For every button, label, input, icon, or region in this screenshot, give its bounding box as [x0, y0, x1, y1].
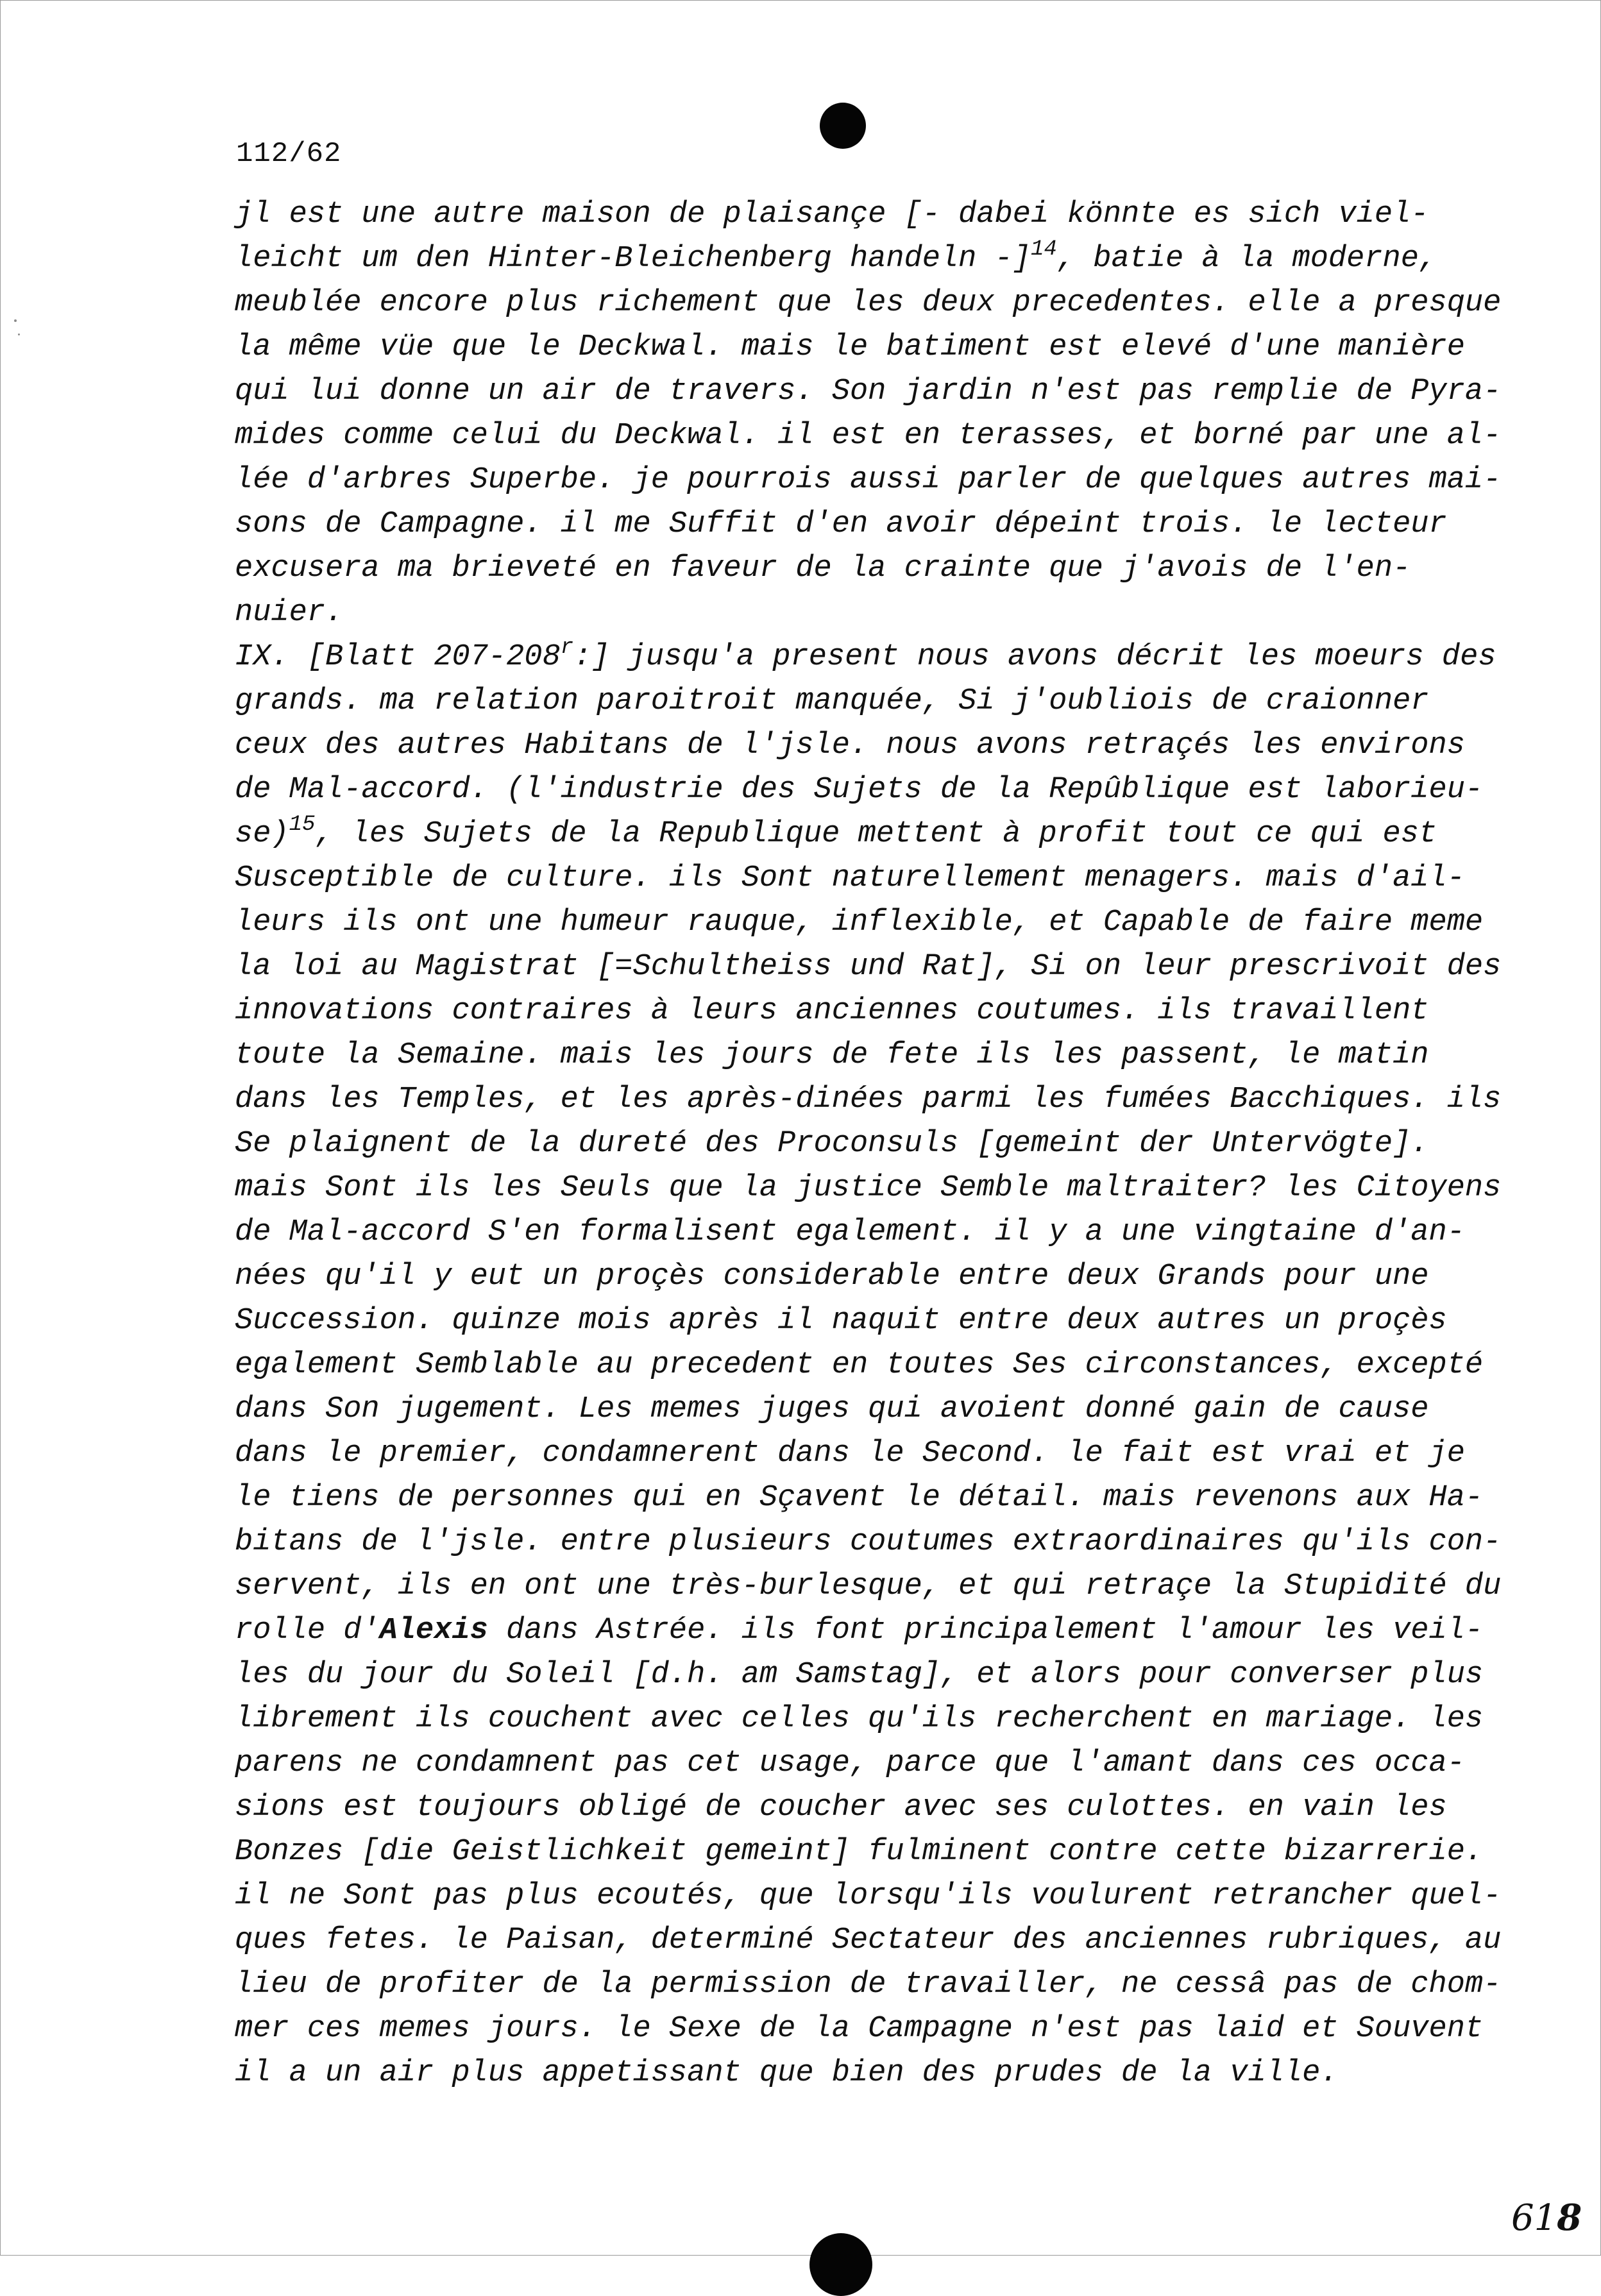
line-text: sions est toujours obligé de coucher avec ses culottes. en vain les	[235, 1791, 1447, 1825]
margin-speck	[18, 333, 20, 335]
line-text: les du jour du Soleil [d.h. am Samstag], et alors pour converser plus	[235, 1658, 1484, 1692]
text-line	[235, 281, 1502, 325]
folio-main: 61	[1511, 2197, 1557, 2239]
text-line	[235, 1741, 1466, 1785]
line-text: excusera ma brieveté en faveur de la crainte que j'avois de l'en-	[235, 552, 1411, 586]
text-line	[235, 1653, 1484, 1697]
text-line	[235, 414, 1502, 458]
line-text: innovations contraires à leurs anciennes coutumes. ils travaillent	[235, 994, 1429, 1028]
line-text: Se plaignent de la dureté des Proconsuls [gemeint der Untervögte].	[235, 1127, 1429, 1161]
line-text: la loi au Magistrat [=Schultheiss und Rat], Si on leur prescrivoit des	[235, 950, 1502, 984]
line-text: ques fetes. le Paisan, determiné Sectateur des anciennes rubriques, au	[235, 1923, 1502, 1957]
line-text-continued: dans Astrée. ils font principalement l'amour les veil-	[487, 1614, 1484, 1648]
line-text: dans Son jugement. Les memes juges qui avoient donné gain de cause	[235, 1392, 1429, 1426]
text-line	[235, 1254, 1466, 1299]
text-line	[235, 192, 1466, 237]
text-line	[235, 635, 1496, 679]
line-text: il a un air plus appetissant que bien des prudes de la ville.	[235, 2056, 1339, 2090]
text-line	[235, 1476, 1484, 1520]
line-text: la même vüe que le Deckwal. mais le batiment est elevé d'une manière	[235, 330, 1465, 364]
text-line	[235, 1210, 1466, 1254]
text-line	[235, 591, 1466, 635]
line-text: bitans de l'jsle. entre plusieurs coutumes extraordinaires qu'ils con-	[235, 1525, 1502, 1559]
line-text: lée d'arbres Superbe. je pourrois aussi parler de quelques autres mai-	[235, 463, 1502, 497]
line-text: leurs ils ont une humeur rauque, inflexible, et Capable de faire meme	[235, 906, 1484, 940]
line-text: mides comme celui du Deckwal. il est en terasses, et borné par une al-	[235, 419, 1502, 453]
text-line	[235, 945, 1502, 989]
line-text: servent, ils en ont une très-burlesque, et qui retraçe la Stupidité du	[235, 1569, 1502, 1603]
text-line	[235, 325, 1466, 369]
line-text: ceux des autres Habitans de l'jsle. nous avons retraçés les environs	[235, 729, 1465, 763]
handwritten-folio-number	[1511, 2199, 1582, 2238]
text-line	[235, 1033, 1466, 1077]
line-text: il ne Sont pas plus ecoutés, que lorsqu'ils voulurent retrancher quel-	[235, 1879, 1502, 1913]
text-line	[235, 679, 1466, 723]
line-text: IX. [Blatt 207-208	[235, 640, 561, 674]
text-line	[235, 1387, 1466, 1431]
text-line	[235, 1830, 1484, 1874]
line-text: le tiens de personnes qui en Sçavent le détail. mais revenons aux Ha-	[235, 1481, 1484, 1515]
text-line	[235, 1077, 1502, 1122]
line-text: Susceptible de culture. ils Sont naturellement menagers. mais d'ail-	[235, 861, 1465, 895]
line-text: nées qu'il y eut un proçès considerable entre deux Grands pour une	[235, 1260, 1429, 1294]
line-text: Bonzes [die Geistlichkeit gemeint] fulminent contre cette bizarrerie.	[235, 1835, 1484, 1869]
line-text: jl est une autre maison de plaisançe [- dabei könnte es sich viel-	[235, 198, 1429, 232]
text-line	[235, 900, 1484, 945]
footnote-marker: 15	[289, 813, 316, 837]
text-line	[235, 2051, 1466, 2095]
text-line	[235, 768, 1484, 812]
page-number: 112/62	[236, 138, 342, 170]
text-line	[235, 812, 1466, 856]
text-line	[235, 546, 1466, 591]
text-line	[235, 856, 1466, 900]
line-text: de Mal-accord. (l'industrie des Sujets de la Repûblique est laborieu-	[235, 773, 1484, 807]
line-text: lieu de profiter de la permission de travailler, ne cessâ pas de chom-	[235, 1968, 1502, 2002]
line-text: Succession. quinze mois après il naquit entre deux autres un proçès	[235, 1304, 1447, 1338]
text-line	[235, 1343, 1484, 1387]
punch-hole-top	[820, 103, 866, 149]
folio-last-digit: 8	[1557, 2197, 1582, 2239]
text-line	[235, 1608, 1484, 1653]
text-line	[235, 1520, 1502, 1564]
line-text: meublée encore plus richement que les deux precedentes. elle a presque	[235, 286, 1502, 320]
text-line	[235, 723, 1466, 768]
text-line	[235, 1564, 1502, 1608]
text-line	[235, 1785, 1466, 1830]
footnote-marker: 14	[1031, 237, 1057, 262]
text-line	[235, 1697, 1484, 1741]
text-line	[235, 237, 1466, 281]
line-text: rolle d'	[235, 1614, 380, 1648]
margin-speck	[14, 319, 17, 322]
line-text: parens ne condamnent pas cet usage, parce que l'amant dans ces occa-	[235, 1746, 1465, 1780]
line-text: dans les Temples, et les après-dinées parmi les fumées Bacchiques. ils	[235, 1083, 1502, 1117]
line-text: leicht um den Hinter-Bleichenberg handeln -]	[235, 242, 1031, 276]
line-text-continued: , les Sujets de la Republique mettent à profit tout ce qui est	[315, 817, 1437, 851]
line-text: sons de Campagne. il me Suffit d'en avoir dépeint trois. le lecteur	[235, 507, 1447, 541]
text-line	[235, 2007, 1484, 2051]
text-line	[235, 1963, 1502, 2007]
line-text: de Mal-accord S'en formalisent egalement. il y a une vingtaine d'an-	[235, 1215, 1465, 1249]
line-text-continued: , batie à la moderne,	[1056, 242, 1437, 276]
footnote-marker: r	[560, 636, 574, 660]
line-text: mais Sont ils les Seuls que la justice Semble maltraiter? les Citoyens	[235, 1171, 1502, 1205]
text-line	[235, 1918, 1502, 1963]
text-line	[235, 989, 1466, 1033]
text-line	[235, 1122, 1466, 1166]
line-text: grands. ma relation paroitroit manquée, Si j'oubliois de craionner	[235, 684, 1429, 718]
line-text: qui lui donne un air de travers. Son jardin n'est pas remplie de Pyra-	[235, 375, 1502, 409]
text-line	[235, 1299, 1466, 1343]
line-text: egalement Semblable au precedent en toutes Ses circonstances, excepté	[235, 1348, 1484, 1382]
text-line	[235, 458, 1502, 502]
line-text: dans le premier, condamnerent dans le Second. le fait est vrai et je	[235, 1437, 1465, 1471]
line-text: toute la Semaine. mais les jours de fete ils les passent, le matin	[235, 1038, 1429, 1072]
line-text: mer ces memes jours. le Sexe de la Campagne n'est pas laid et Souvent	[235, 2012, 1484, 2046]
line-text-continued: :] jusqu'a present nous avons décrit les moeurs des	[573, 640, 1496, 674]
line-text: nuier.	[235, 596, 344, 630]
text-line	[235, 369, 1502, 414]
punch-hole-bottom	[809, 2233, 872, 2296]
line-text: librement ils couchent avec celles qu'ils recherchent en mariage. les	[235, 1702, 1484, 1736]
text-line	[235, 1166, 1502, 1210]
line-bold-name: Alexis	[379, 1614, 488, 1648]
text-line	[235, 1874, 1502, 1918]
text-line	[235, 1431, 1466, 1476]
text-line	[235, 502, 1466, 546]
line-text: se)	[235, 817, 289, 851]
body-text	[235, 192, 1502, 2095]
